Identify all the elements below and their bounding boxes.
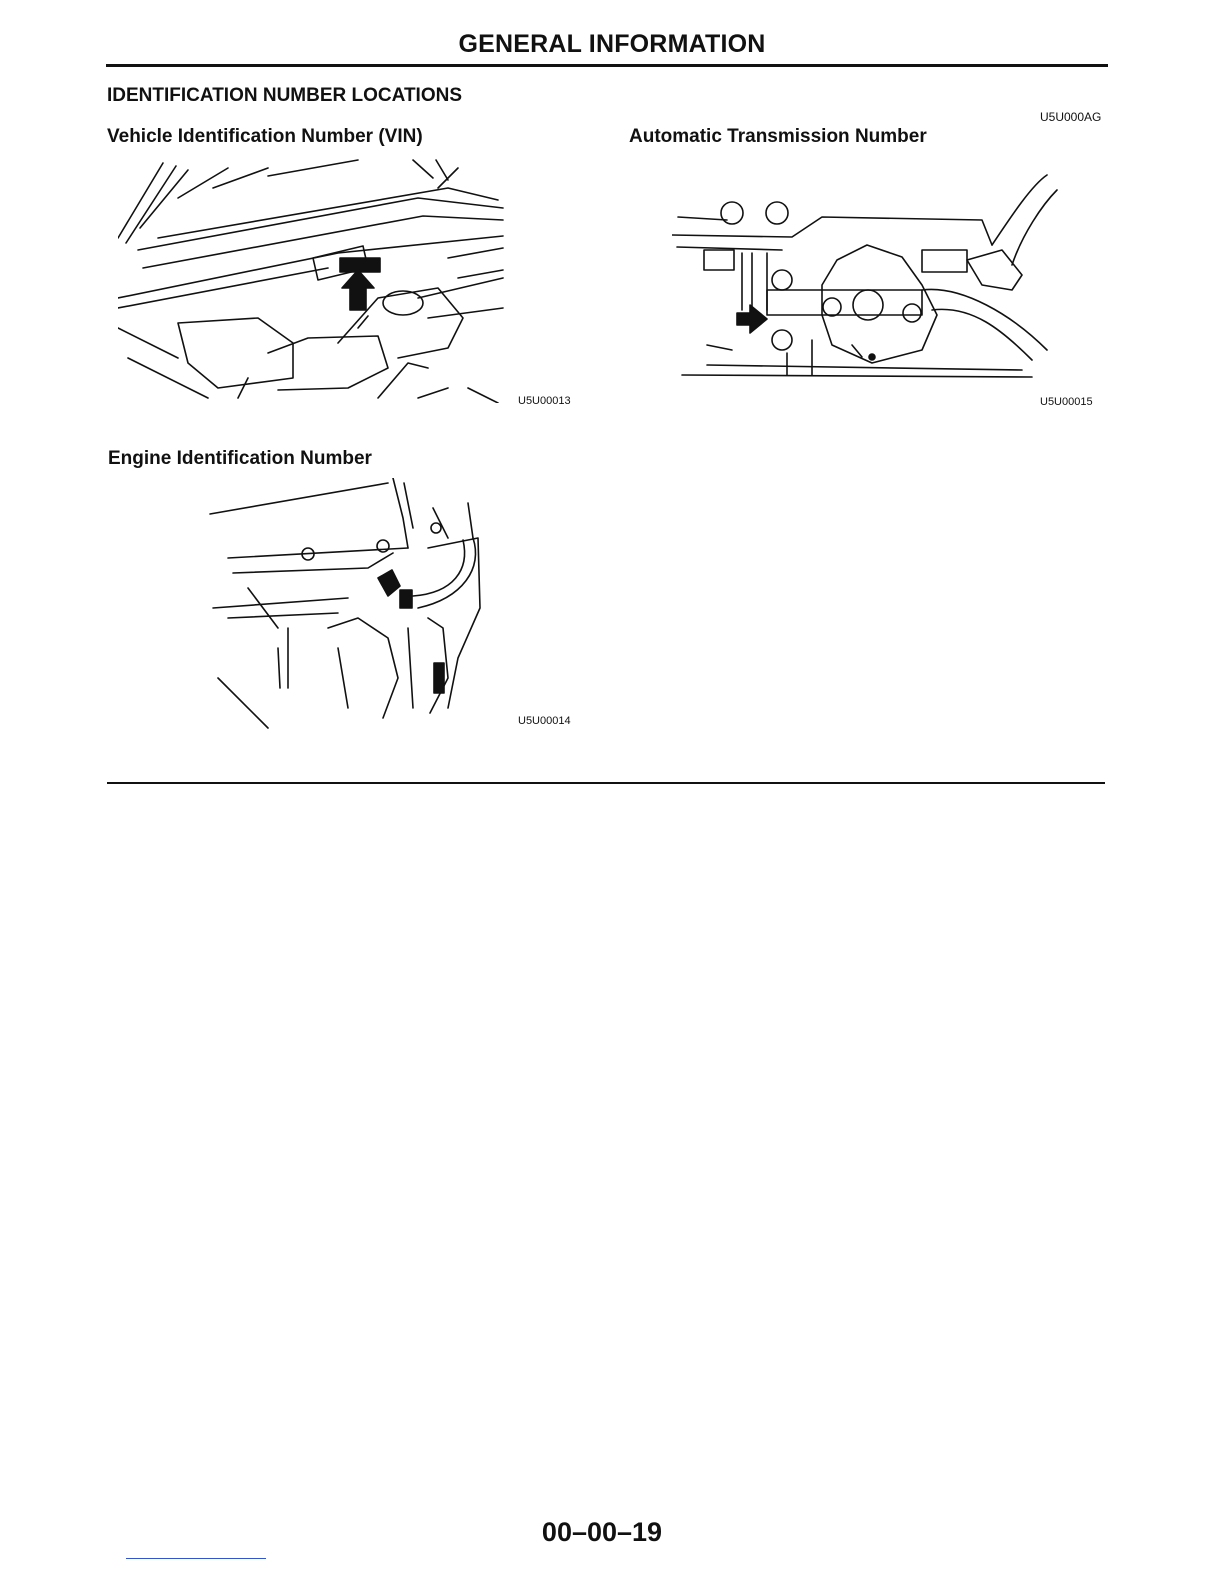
vin-illustration: [118, 158, 508, 403]
transmission-illustration: [672, 165, 1067, 390]
engine-illustration: [208, 478, 493, 740]
header-divider: [106, 64, 1108, 67]
section-heading: IDENTIFICATION NUMBER LOCATIONS: [107, 85, 462, 106]
footer-divider: [107, 782, 1105, 784]
link-underline[interactable]: [126, 1558, 266, 1559]
section-code: U5U000AG: [1040, 110, 1102, 124]
vin-caption: Vehicle Identification Number (VIN): [107, 126, 423, 147]
engine-caption: Engine Identification Number: [108, 448, 372, 469]
vin-figure-code: U5U00013: [518, 395, 571, 407]
transmission-caption: Automatic Transmission Number: [629, 126, 927, 147]
engine-figure-code: U5U00014: [518, 715, 571, 727]
transmission-figure-code: U5U00015: [1040, 396, 1093, 408]
page-number: 00–00–19: [541, 1517, 663, 1547]
page-title: GENERAL INFORMATION: [458, 30, 766, 58]
